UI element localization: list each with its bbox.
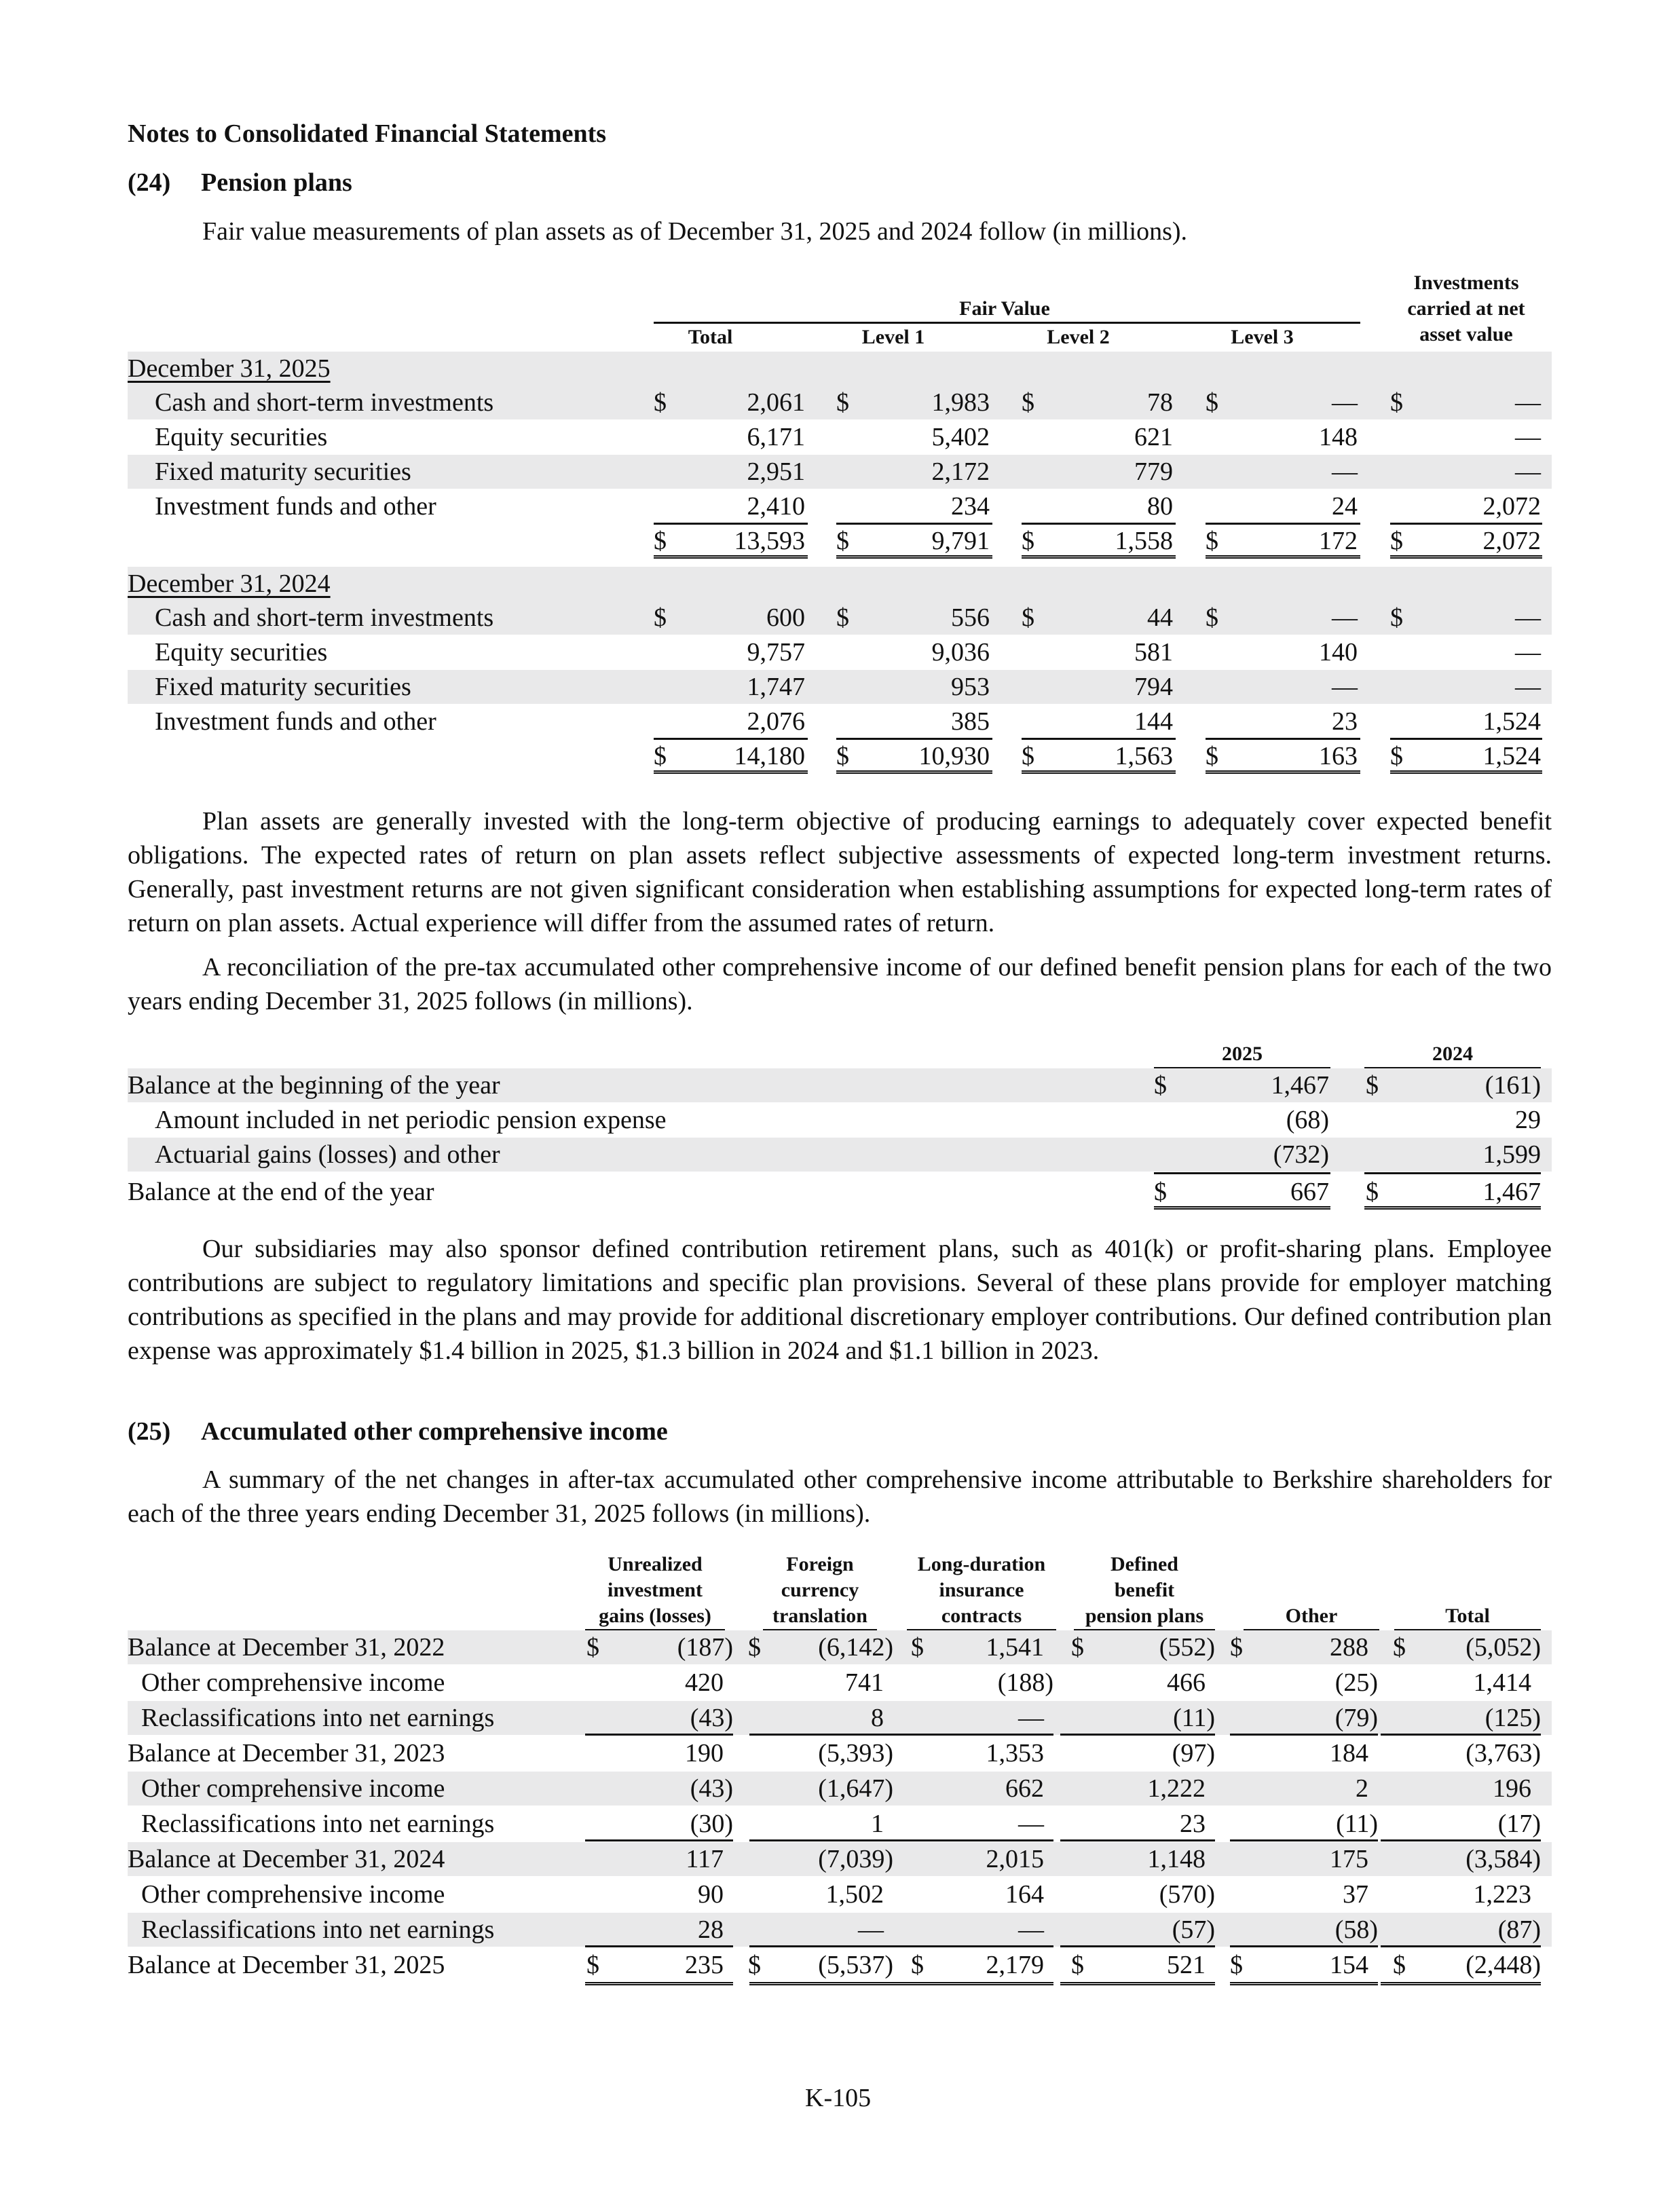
aoci-cell: (3,584) [1466, 1845, 1541, 1873]
aoci-cell: (125) [1485, 1704, 1541, 1732]
aoci-cell: 175 [1330, 1845, 1368, 1873]
aoci-header-line: Long-duration [917, 1553, 1046, 1575]
aoci-cell: (5,537) [818, 1951, 893, 1979]
aoci-cell: — [1018, 1704, 1044, 1732]
currency-symbol: $ [1071, 1633, 1084, 1662]
table-cell: — [1515, 603, 1541, 632]
table-cell: 779 [1134, 457, 1173, 486]
aoci-cell: 1 [871, 1810, 884, 1838]
table-cell: 2,172 [931, 457, 990, 486]
recon-row-label: Amount included in net periodic pension expense [155, 1106, 667, 1134]
table-cell: 6,171 [747, 423, 805, 451]
table-cell: 953 [951, 673, 990, 701]
aoci-header-line: translation [772, 1605, 867, 1627]
aoci-row-label: Balance at December 31, 2025 [128, 1951, 445, 1979]
currency-symbol: $ [1393, 1951, 1406, 1979]
currency-symbol: $ [1230, 1951, 1243, 1979]
table-cell: 144 [1134, 707, 1173, 736]
aoci-row-label: Other comprehensive income [141, 1880, 445, 1909]
currency-symbol: $ [1390, 603, 1403, 632]
aoci-cell: (43) [690, 1774, 733, 1803]
table-cell: 5,402 [931, 423, 990, 451]
total-cell: 172 [1319, 527, 1358, 555]
aoci-subtotal-rule [585, 1734, 733, 1736]
table-cell: 600 [766, 603, 805, 632]
aoci-header-line: investment [608, 1579, 703, 1601]
table-cell: — [1515, 388, 1541, 417]
currency-symbol: $ [1390, 742, 1403, 770]
aoci-subtotal-rule [893, 1734, 1053, 1736]
column-header-level-3: Level 3 [1231, 326, 1294, 348]
currency-symbol: $ [654, 527, 667, 555]
total-cell: 13,593 [734, 527, 805, 555]
total-cell: 14,180 [734, 742, 805, 770]
aoci-row-label: Other comprehensive income [141, 1774, 445, 1803]
recon-cell: 1,467 [1482, 1178, 1541, 1206]
currency-symbol: $ [1206, 388, 1218, 417]
aoci-cell: — [858, 1915, 884, 1944]
currency-symbol: $ [1366, 1071, 1379, 1100]
table-cell: 2,951 [747, 457, 805, 486]
aoci-total-double-rule [1381, 1982, 1541, 1985]
doc-header: Notes to Consolidated Financial Statements [128, 119, 607, 148]
table-cell: 794 [1134, 673, 1173, 701]
aoci-subtotal-rule [749, 1945, 893, 1947]
total-cell: 1,524 [1482, 742, 1541, 770]
aoci-cell: 164 [1005, 1880, 1044, 1909]
currency-symbol: $ [911, 1633, 924, 1662]
recon-cell: (732) [1273, 1140, 1329, 1169]
aoci-cell: (570) [1159, 1880, 1215, 1909]
aoci-cell: 288 [1330, 1633, 1368, 1662]
currency-symbol: $ [1390, 527, 1403, 555]
fair-value-header: Fair Value [959, 297, 1050, 320]
group-row-shade [128, 567, 1552, 601]
section-25-intro: A summary of the net changes in after-tax accumulated other comprehensive income attributable to Berkshire shareholders for each of the three years ending December 31, 2025 follows (in millions). [128, 1465, 1552, 1528]
aoci-cell: 90 [698, 1880, 724, 1909]
aoci-cell: (5,393) [818, 1739, 893, 1767]
table-cell: 621 [1134, 423, 1173, 451]
section-25-number: (25) [128, 1417, 171, 1446]
row-label: Cash and short-term investments [155, 388, 494, 417]
aoci-cell: (2,448) [1466, 1951, 1541, 1979]
column-header-total: Total [688, 326, 733, 348]
table-cell: 581 [1134, 638, 1173, 667]
row-label: Fixed maturity securities [155, 457, 411, 486]
aoci-cell: (97) [1172, 1739, 1215, 1767]
total-cell: 163 [1319, 742, 1358, 770]
currency-symbol: $ [1206, 603, 1218, 632]
aoci-row-label: Other comprehensive income [141, 1668, 445, 1697]
table-cell: 9,036 [931, 638, 990, 667]
aoci-cell: (11) [1336, 1810, 1378, 1838]
recon-row-label: Balance at the beginning of the year [128, 1071, 500, 1100]
table-cell: — [1515, 638, 1541, 667]
table-cell: — [1515, 423, 1541, 451]
aoci-total-double-rule [585, 1982, 733, 1985]
aoci-cell: 1,353 [986, 1739, 1044, 1767]
aoci-total-double-rule [1060, 1982, 1215, 1985]
table-cell: 9,757 [747, 638, 805, 667]
aoci-cell: 1,148 [1147, 1845, 1206, 1873]
aoci-cell: 1,414 [1473, 1668, 1531, 1697]
group-label: December 31, 2024 [128, 569, 331, 598]
aoci-cell: (58) [1334, 1915, 1378, 1944]
aoci-subtotal-rule [749, 1839, 893, 1841]
aoci-cell: 8 [871, 1704, 884, 1732]
aoci-header-line: Unrealized [608, 1553, 703, 1575]
section-24-intro: Fair value measurements of plan assets as of December 31, 2025 and 2024 follow (in millions). [202, 217, 1188, 246]
currency-symbol: $ [586, 1951, 599, 1979]
currency-symbol: $ [654, 742, 667, 770]
aoci-column-header [572, 1552, 739, 1629]
currency-symbol: $ [1230, 1633, 1243, 1662]
total-double-rule [1022, 770, 1176, 774]
total-cell: 10,930 [918, 742, 990, 770]
aoci-cell: (57) [1172, 1915, 1215, 1944]
aoci-subtotal-rule [1381, 1839, 1541, 1841]
total-cell: 1,558 [1115, 527, 1173, 555]
pension-paragraph-3: Our subsidiaries may also sponsor defined contribution retirement plans, such as 401(k) or profit-sharing plans. Employee contributions are subject to regulatory limitations and specific plan provisions. Several of these plans provide for employer matching contributions as specified in the plans and may provide for additional discretionary employer contributions. Our defined contribution plan expense was approximately $1.4 billion in 2025, $1.3 billion in 2024 and $1.1 billion in 2023. [128, 1235, 1552, 1365]
group-label: December 31, 2025 [128, 354, 331, 383]
aoci-header-line: benefit [1114, 1579, 1175, 1601]
pension-paragraph-2: A reconciliation of the pre-tax accumulated other comprehensive income of our defined benefit pension plans for each of the two years ending December 31, 2025 follows (in millions). [128, 953, 1552, 1015]
currency-symbol: $ [1366, 1178, 1379, 1206]
aoci-header-line: Defined [1110, 1553, 1178, 1575]
aoci-column-header [749, 1552, 891, 1629]
currency-symbol: $ [1022, 742, 1034, 770]
currency-symbol: $ [1022, 388, 1034, 417]
aoci-cell: 117 [686, 1845, 724, 1873]
aoci-cell: (5,052) [1466, 1633, 1541, 1662]
recon-cell: 29 [1515, 1106, 1541, 1134]
currency-symbol: $ [654, 603, 667, 632]
table-cell: 1,983 [931, 388, 990, 417]
section-25-title: Accumulated other comprehensive income [201, 1417, 668, 1446]
aoci-cell: — [1018, 1915, 1044, 1944]
recon-cell: 1,467 [1271, 1071, 1329, 1100]
total-double-rule [654, 555, 808, 559]
aoci-subtotal-rule [1381, 1734, 1541, 1736]
aoci-cell: (6,142) [818, 1633, 893, 1662]
row-label: Equity securities [155, 638, 328, 667]
table-cell: 148 [1319, 423, 1358, 451]
currency-symbol: $ [1206, 742, 1218, 770]
aoci-total-double-rule [749, 1982, 893, 1985]
aoci-cell: (7,039) [818, 1845, 893, 1873]
aoci-row-label: Balance at December 31, 2022 [128, 1633, 445, 1662]
currency-symbol: $ [836, 388, 849, 417]
table-cell: — [1332, 457, 1358, 486]
recon-column-header: 2024 [1432, 1043, 1473, 1065]
aoci-column-header [1230, 1603, 1393, 1629]
recon-cell: 1,599 [1482, 1140, 1541, 1169]
aoci-cell: (3,763) [1466, 1739, 1541, 1767]
row-label: Investment funds and other [155, 707, 436, 736]
row-label: Fixed maturity securities [155, 673, 411, 701]
aoci-subtotal-rule [1230, 1734, 1378, 1736]
aoci-cell: (79) [1334, 1704, 1378, 1732]
table-cell: 2,072 [1482, 492, 1541, 521]
aoci-subtotal-rule [893, 1839, 1053, 1841]
recon-total-double-rule [1364, 1206, 1541, 1210]
table-cell: — [1515, 457, 1541, 486]
aoci-row-label: Balance at December 31, 2023 [128, 1739, 445, 1767]
section-24-number: (24) [128, 168, 171, 197]
total-double-rule [836, 770, 992, 774]
table-cell: 23 [1332, 707, 1358, 736]
aoci-cell: (11) [1173, 1704, 1215, 1732]
recon-row-label: Balance at the end of the year [128, 1178, 434, 1206]
aoci-cell: (43) [690, 1704, 733, 1732]
currency-symbol: $ [586, 1633, 599, 1662]
aoci-cell: 521 [1167, 1951, 1206, 1979]
aoci-cell: 1,223 [1473, 1880, 1531, 1909]
table-cell: 24 [1332, 492, 1358, 521]
column-header-level-2: Level 2 [1047, 326, 1110, 348]
aoci-cell: (87) [1497, 1915, 1541, 1944]
total-double-rule [1390, 555, 1542, 559]
table-cell: 140 [1319, 638, 1358, 667]
page-number: K-105 [805, 2084, 872, 2112]
total-cell: 9,791 [931, 527, 990, 555]
table-cell: — [1515, 673, 1541, 701]
total-double-rule [1206, 555, 1360, 559]
aoci-row-label: Balance at December 31, 2024 [128, 1845, 445, 1873]
currency-symbol: $ [748, 1951, 761, 1979]
aoci-header-line: Total [1445, 1605, 1490, 1627]
total-double-rule [1022, 555, 1176, 559]
aoci-cell: 2,179 [986, 1951, 1044, 1979]
aoci-cell: 184 [1330, 1739, 1368, 1767]
aoci-cell: 662 [1005, 1774, 1044, 1803]
aoci-subtotal-rule [585, 1945, 733, 1947]
aoci-cell: 37 [1343, 1880, 1368, 1909]
aoci-column-header [1381, 1603, 1554, 1629]
aoci-cell: 28 [698, 1915, 724, 1944]
aoci-cell: 1,502 [825, 1880, 884, 1909]
aoci-header-line: contracts [941, 1605, 1022, 1627]
currency-symbol: $ [1393, 1633, 1406, 1662]
pension-paragraph-1: Plan assets are generally invested with the long-term objective of producing earnings to adequately cover expected benefit obligations. The expected rates of return on plan assets reflect subjective assessments of expected long-term investment returns. Generally, past investment returns are not given significant consideration when establishing assumptions for expected long-term rates of return on plan assets. Actual experience will differ from the assumed rates of return. [128, 807, 1552, 937]
currency-symbol: $ [1022, 527, 1034, 555]
fair-value-rule [654, 322, 1360, 324]
recon-total-double-rule [1154, 1206, 1330, 1210]
aoci-cell: 154 [1330, 1951, 1368, 1979]
currency-symbol: $ [1022, 603, 1034, 632]
aoci-subtotal-rule [1381, 1945, 1541, 1947]
recon-subtotal-rule [1364, 1172, 1541, 1174]
currency-symbol: $ [911, 1951, 924, 1979]
total-double-rule [654, 770, 808, 774]
table-cell: 1,747 [747, 673, 805, 701]
aoci-subtotal-rule [1230, 1839, 1378, 1841]
total-double-rule [836, 555, 992, 559]
table-cell: 2,061 [747, 388, 805, 417]
aoci-total-double-rule [893, 1982, 1053, 1985]
currency-symbol: $ [1206, 527, 1218, 555]
table-cell: — [1332, 388, 1358, 417]
total-double-rule [1206, 770, 1360, 774]
table-cell: 2,410 [747, 492, 805, 521]
aoci-total-double-rule [1230, 1982, 1378, 1985]
aoci-cell: (552) [1159, 1633, 1215, 1662]
total-double-rule [1390, 770, 1542, 774]
aoci-column-header [893, 1552, 1070, 1629]
aoci-header-line: Foreign [786, 1553, 854, 1575]
row-label: Equity securities [155, 423, 328, 451]
aoci-row-label: Reclassifications into net earnings [141, 1915, 495, 1944]
currency-symbol: $ [1154, 1071, 1167, 1100]
aoci-cell: 466 [1167, 1668, 1206, 1697]
aoci-header-line: insurance [939, 1579, 1024, 1601]
aoci-subtotal-rule [1060, 1839, 1215, 1841]
aoci-cell: 190 [685, 1739, 724, 1767]
table-cell: 556 [951, 603, 990, 632]
table-cell: 1,524 [1482, 707, 1541, 736]
aoci-cell: 420 [685, 1668, 724, 1697]
aoci-cell: (25) [1334, 1668, 1378, 1697]
currency-symbol: $ [836, 603, 849, 632]
aoci-subtotal-rule [749, 1734, 893, 1736]
aoci-cell: 235 [685, 1951, 724, 1979]
currency-symbol: $ [654, 388, 667, 417]
aoci-column-header [1060, 1552, 1229, 1629]
aoci-row-label: Reclassifications into net earnings [141, 1810, 495, 1838]
aoci-cell: 2,015 [986, 1845, 1044, 1873]
aoci-row-label: Reclassifications into net earnings [141, 1704, 495, 1732]
table-cell: 78 [1147, 388, 1173, 417]
aoci-header-line: pension plans [1085, 1605, 1204, 1627]
recon-row-label: Actuarial gains (losses) and other [155, 1140, 500, 1169]
row-label: Cash and short-term investments [155, 603, 494, 632]
recon-subtotal-rule [1154, 1172, 1330, 1174]
aoci-cell: (17) [1497, 1810, 1541, 1838]
section-24-title: Pension plans [201, 168, 352, 197]
table-cell: 385 [951, 707, 990, 736]
currency-symbol: $ [1154, 1178, 1167, 1206]
currency-symbol: $ [836, 527, 849, 555]
aoci-header-line: gains (losses) [599, 1605, 711, 1627]
column-header-level-1: Level 1 [861, 326, 925, 348]
aoci-cell: 741 [845, 1668, 884, 1697]
table-cell: 2,076 [747, 707, 805, 736]
aoci-subtotal-rule [1060, 1734, 1215, 1736]
recon-cell: (68) [1286, 1106, 1329, 1134]
aoci-cell: (1,647) [818, 1774, 893, 1803]
nav-header: Investments carried at net asset value [1407, 272, 1525, 345]
currency-symbol: $ [1390, 388, 1403, 417]
aoci-cell: (187) [677, 1633, 733, 1662]
aoci-cell: (188) [997, 1668, 1053, 1697]
table-cell: 80 [1147, 492, 1173, 521]
currency-symbol: $ [836, 742, 849, 770]
aoci-header-line: Other [1285, 1605, 1338, 1627]
total-cell: 2,072 [1482, 527, 1541, 555]
aoci-cell: 2 [1356, 1774, 1368, 1803]
aoci-cell: 23 [1180, 1810, 1206, 1838]
aoci-header-line: currency [781, 1579, 859, 1601]
group-row-shade [128, 352, 1552, 386]
recon-cell: (161) [1485, 1071, 1541, 1100]
recon-column-header: 2025 [1222, 1043, 1263, 1065]
table-cell: 44 [1147, 603, 1173, 632]
aoci-subtotal-rule [1060, 1945, 1215, 1947]
total-cell: 1,563 [1115, 742, 1173, 770]
recon-cell: 667 [1290, 1178, 1329, 1206]
row-label: Investment funds and other [155, 492, 436, 521]
aoci-cell: 1,222 [1147, 1774, 1206, 1803]
currency-symbol: $ [1071, 1951, 1084, 1979]
table-cell: 234 [951, 492, 990, 521]
aoci-subtotal-rule [585, 1839, 733, 1841]
currency-symbol: $ [748, 1633, 761, 1662]
aoci-cell: 1,541 [986, 1633, 1044, 1662]
table-cell: — [1332, 603, 1358, 632]
aoci-cell: (30) [690, 1810, 733, 1838]
aoci-subtotal-rule [893, 1945, 1053, 1947]
aoci-cell: — [1018, 1810, 1044, 1838]
table-cell: — [1332, 673, 1358, 701]
aoci-cell: 196 [1493, 1774, 1531, 1803]
aoci-subtotal-rule [1230, 1945, 1378, 1947]
